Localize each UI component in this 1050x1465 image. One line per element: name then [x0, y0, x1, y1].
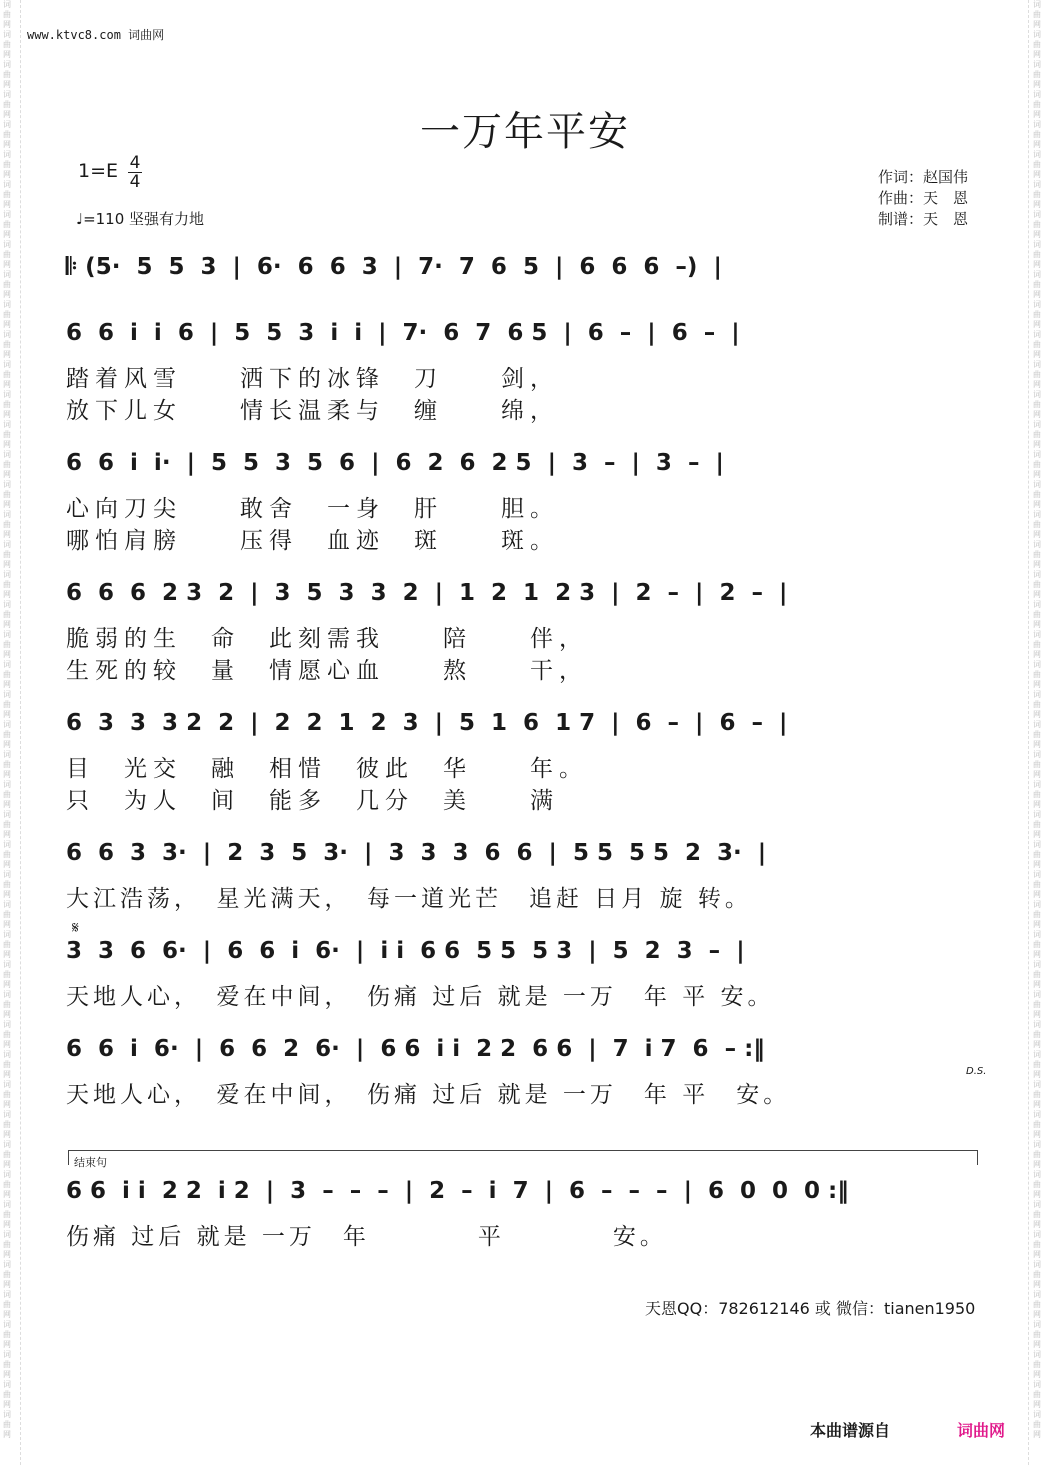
lyricist: 作词：赵国伟 — [878, 168, 969, 186]
notation-line-4: 6 6 6 2 3 2 | 3 5 3 3 2 | 1 2 1 2 3 | 2 – | 2 – | — [66, 580, 788, 606]
notation-line-6: 6 6 3 3· | 2 3 5 3· | 3 3 3 6 6 | 5 5 5 5 2 3· | — [66, 840, 767, 866]
lyric-line-3b: 哪怕肩膀 压得 血迹 斑 斑。 — [66, 528, 559, 554]
ending-bracket — [68, 1150, 978, 1165]
left-watermark: 词曲网词曲网词曲网词曲网词曲网词曲网词曲网词曲网词曲网词曲网词曲网词曲网词曲网词曲网词曲网词曲网词曲网词曲网词曲网词曲网词曲网词曲网词曲网词曲网词曲网词曲网词曲网词曲网词曲网词曲网词曲网词曲网词曲网词曲网词曲网词曲网词曲网词曲网词曲网词曲网词曲网词曲网词曲网词曲网词曲网词曲网词曲网词曲网 — [3, 0, 11, 1439]
notation-line-9: 6 6 i i 2 2 i 2 | 3 – – – | 2 – i 7 | 6 – – – | 6 0 0 0 :‖ — [66, 1178, 849, 1204]
tempo-marking: ♩=110 坚强有力地 — [76, 210, 205, 228]
footer-source: 本曲谱源自 — [810, 1421, 891, 1440]
notation-line-2: 6 6 i i 6 | 5 5 3 i i | 7· 6 7 6 5 | 6 – | 6 – | — [66, 320, 740, 346]
lyric-line-6a: 大江浩荡， 星光满天， 每一道光芒 追赶 日月 旋 转。 — [66, 886, 752, 912]
footer-site-link[interactable]: 词曲网 — [957, 1421, 1006, 1440]
lyric-line-5a: 目 光交 融 相惜 彼此 华 年。 — [66, 756, 588, 782]
lyric-line-8a: 天地人心， 爱在中间， 伤痛 过后 就是 一万 年 平 安。 — [66, 1082, 791, 1108]
lyric-line-4b: 生死的较 量 情愿心血 熬 干， — [66, 658, 588, 684]
time-sig-top: 4 — [129, 153, 141, 173]
lyric-line-3a: 心向刀尖 敢舍 一身 肝 胆。 — [66, 496, 559, 522]
notation-line-5: 6 3 3 3 2 2 | 2 2 1 2 3 | 5 1 6 1 7 | 6 – | 6 – | — [66, 710, 788, 736]
notation-line-3: 6 6 i i· | 5 5 3 5 6 | 6 2 6 2 5 | 3 – | 3 – | — [66, 450, 724, 476]
notation-line-8: 6 6 i 6· | 6 6 2 6· | 6 6 i i 2 2 6 6 | 7 i 7 6 – :‖ — [66, 1036, 765, 1062]
lyric-line-9a: 伤痛 过后 就是 一万 年 平 安。 — [66, 1224, 667, 1250]
arranger: 制谱：天 恩 — [878, 210, 969, 228]
lyric-line-7a: 天地人心， 爱在中间， 伤痛 过后 就是 一万 年 平 安。 — [66, 984, 775, 1010]
right-margin-line — [1028, 0, 1030, 1465]
composer: 作曲：天 恩 — [878, 189, 969, 207]
notation-line-1: 𝄆 (5· 5 5 3 | 6· 6 6 3 | 7· 7 6 5 | 6 6 6 –) | — [66, 254, 722, 280]
left-margin-line — [20, 0, 22, 1465]
site-url[interactable]: www.ktvc8.com 词曲网 — [27, 28, 165, 42]
notation-line-7: 3 3 6 6· | 6 6 i 6· | i i 6 6 5 5 5 3 | 5 2 3 – | — [66, 938, 745, 964]
time-signature — [128, 154, 142, 191]
ending-label: 结束句 — [74, 1156, 107, 1169]
segno-sign: 𝄋 — [72, 918, 79, 937]
lyric-line-5b: 只 为人 间 能多 几分 美 满 — [66, 788, 559, 814]
song-title: 一万年平安 — [420, 109, 630, 155]
lyric-line-2a: 踏着风雪 洒下的冰锋 刀 剑， — [66, 366, 559, 392]
key-signature: 1=E — [78, 160, 119, 182]
time-sig-bottom: 4 — [129, 172, 141, 192]
credits — [878, 167, 968, 230]
ds-marking: D.S. — [966, 1066, 987, 1077]
lyric-line-4a: 脆弱的生 命 此刻需我 陪 伴， — [66, 626, 588, 652]
lyric-line-2b: 放下儿女 情长温柔与 缠 绵， — [66, 398, 559, 424]
contact-info: 天恩QQ：782612146 或 微信：tianen1950 — [645, 1299, 976, 1318]
right-watermark: 词曲网词曲网词曲网词曲网词曲网词曲网词曲网词曲网词曲网词曲网词曲网词曲网词曲网词曲网词曲网词曲网词曲网词曲网词曲网词曲网词曲网词曲网词曲网词曲网词曲网词曲网词曲网词曲网词曲网词曲网词曲网词曲网词曲网词曲网词曲网词曲网词曲网词曲网词曲网词曲网词曲网词曲网词曲网词曲网词曲网词曲网词曲网词曲网 — [1033, 0, 1041, 1439]
